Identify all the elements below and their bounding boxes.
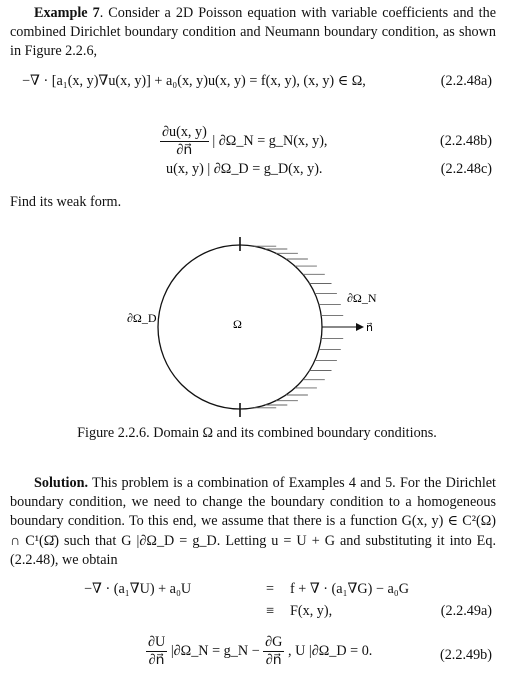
normal-vector-label: n⃗ — [366, 322, 373, 334]
normal-vector-arrowhead — [356, 323, 364, 331]
equation-number-49b: (2.2.49b) — [439, 647, 492, 663]
equation-relation-equiv: ≡ — [266, 603, 275, 619]
dirichlet-boundary-label: ∂Ω_D — [127, 311, 157, 325]
equation-number-48c: (2.2.48c) — [440, 161, 492, 177]
equation-2-2-48c: u(x, y) | ∂Ω_D = g_D(x, y). — [166, 161, 323, 177]
figure-caption: Figure 2.2.6. Domain Ω and its combined boundary conditions. — [77, 425, 437, 441]
example-intro: Consider a 2D Poisson equation with variable coefficients and the combined Dirichlet boundary condition and Neumann boundary condition, as shown in Figure 2.2.6, — [10, 5, 496, 60]
fraction-du-dn: $\frac{\partial u(x, y)}{\partial n⃗}$ — [162, 124, 207, 158]
domain-figure — [0, 232, 514, 422]
neumann-boundary-label: ∂Ω_N — [347, 291, 377, 305]
equation-number-48b: (2.2.48b) — [439, 133, 492, 149]
equation-number-48a: (2.2.48a) — [440, 73, 492, 89]
equation-2-2-49a-rhs2: F(x, y), — [290, 603, 333, 619]
domain-omega-label: Ω — [233, 317, 242, 331]
example-paragraph: Example 7. Consider a 2D Poisson equation with variable coefficients and the combined Dirichlet boundary condition and Neumann boundary condition, as shown in Figure 2.2.6, — [10, 5, 496, 60]
equation-2-2-48a: −∇ · [a₁(x, y)∇u(x, y)] + a₀(x, y)u(x, y) = f(x, y), (x, y) ∈ Ω, — [22, 73, 366, 89]
equation-2-2-49a-line1: −∇ · (a₁∇U) + a₀U — [84, 581, 192, 597]
solution-title: Solution. — [34, 475, 89, 491]
equation-2-2-48b: $\frac{\partial u(x, y)}{\partial n⃗}$ | ∂Ω_N = g_N(x, y), — [162, 124, 328, 158]
find-weak-form-text: Find its weak form. — [10, 194, 122, 210]
solution-text: This problem is a combination of Examples 4 and 5. For the Dirichlet boundary condition, we need to change the boundary condition to a homogeneous boundary condition. To this end, we assume that there is a function G(x, y) ∈ C²(Ω) ∩ C¹(Ω̄) such that G |∂Ω_D = g_D. Letting u = U + G and substituting it into Eq. (2.2.48), we obtain — [10, 475, 497, 568]
solution-paragraph — [10, 474, 496, 570]
equation-2-2-49a-rhs1: f + ∇ · (a₁∇G) − a₀G — [290, 581, 409, 597]
example-title: Example 7 — [34, 5, 100, 21]
equation-2-2-49b: $\frac{\partial U}{\partial n⃗}$ |∂Ω_N = g_N − $\frac{\partial G}{\partial n⃗}$ , U |∂Ω_D = 0. — [148, 634, 373, 668]
equation-number-49a: (2.2.49a) — [440, 603, 492, 619]
equation-relation-equals: = — [266, 581, 275, 597]
